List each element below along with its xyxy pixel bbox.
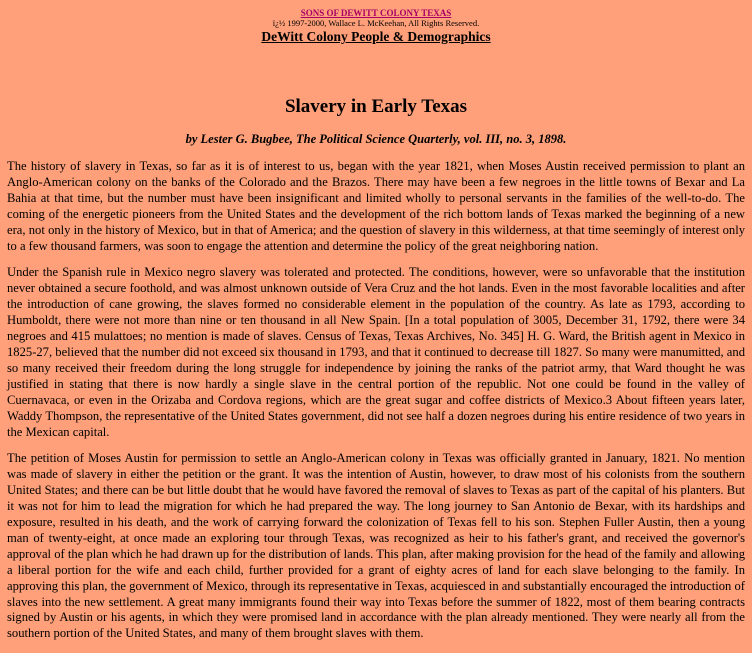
page-title: Slavery in Early Texas [284,96,468,117]
page [7,8,745,653]
page-header [7,8,745,45]
paragraph-1: The history of slavery in Texas, so far as it is of interest to us, began with the year 1821, when Moses Austin received permission to plant an Anglo-American colony on the banks of the Colorado and the Brazos. There may have been a few negroes in the little towns of Bexar and La Bahia at that time, but the number must have been insignificant and limited wholly to personal servants in the families of the well-to-do. The coming of the energetic pioneers from the United States and the development of the rich bottom lands of Texas marked the beginning of a new era, not only in the history of Mexico, but in that of America; and the question of slavery in this wilderness, at that time seemingly of interest only to a few thousand farmers, was soon to engage the attention and determine the policy of the great neighboring nation. [7,159,745,253]
paragraph-2: Under the Spanish rule in Mexico negro slavery was tolerated and protected. The conditions, however, were so unfavorable that the institution never obtained a secure foothold, and was almost unknown outside of Vera Cruz and the hot lands. Even in the most favorable localities and after the introduction of cane growing, the slaves formed no considerable element in the population of the country. As late as 1793, according to Humboldt, there were not more than nine or ten thousand in all New Spain. [In a total population of 3005, December 31, 1792, there were 34 negroes and 415 mulattoes; no mention is made of slaves. Census of Texas, Texas Archives, No. 345] H. G. Ward, the British agent in Mexico in 1825-27, believed that the number did not exceed six thousand in 1793, and that it continued to decrease till 1827. So many were manumitted, and so many received their freedom during the long struggle for independence by joining the ranks of the patriot army, that Ward thought he was justified in stating that there is now hardly a single slave in the central portion of the republic. Not one could be found in the valley of Cuernavaca, or even in the Orizaba and Cordova regions, which are the great sugar and coffee districts of Mexico.3 About fifteen years later, Waddy Thompson, the representative of the United States government, did not see half a dozen negroes during his entire residence of two years in the Mexican capital. [7,265,745,439]
site-home-link[interactable]: SONS OF DEWITT COLONY TEXAS [300,8,452,18]
byline: by Lester G. Bugbee, The Political Science Quarterly, vol. III, no. 3, 1898. [185,132,567,146]
paragraph-3: The petition of Moses Austin for permission to settle an Anglo-American colony in Texas was officially granted in January, 1821. No mention was made of slavery in either the petition or the grant. It was the intention of Austin, however, to draw most of his colonists from the southern United States; and there can be but little doubt that he would have favored the removal of slaves to Texas as part of the capital of his planters. But it was not for him to lead the migration for which he had prepared the way. The long journey to San Antonio de Bexar, with its hardships and exposure, resulted in his death, and the work of carrying forward the colonization of Texas fell to his son. Stephen Fuller Austin, then a young man of twenty-eight, at once made an exploring tour through Texas, was recognized as heir to his father's grant, and received the governor's approval of the plan which he had drawn up for the distribution of lands. This plan, after making provision for the head of the family and allowing a liberal portion for the wife and each child, further provided for a grant of eighty acres of land for each slave belonging to the family. In approving this plan, the government of Mexico, through its representative in Texas, acquiesced in and substantially encouraged the introduction of slaves into the new settlement. A great many immigrants found their way into Texas before the summer of 1822, most of them bearing contracts signed by Austin or his agents, in which they were promised land in accordance with the plan already mentioned. They were nearly all from the southern portion of the United States, and many of them brought slaves with them. [7,451,745,641]
copyright-notice: ï¿½ 1997-2000, Wallace L. McKeehan, All Rights Reserved. [272,18,480,28]
section-link[interactable]: DeWitt Colony People & Demographics [261,29,491,44]
article-body [7,159,745,642]
